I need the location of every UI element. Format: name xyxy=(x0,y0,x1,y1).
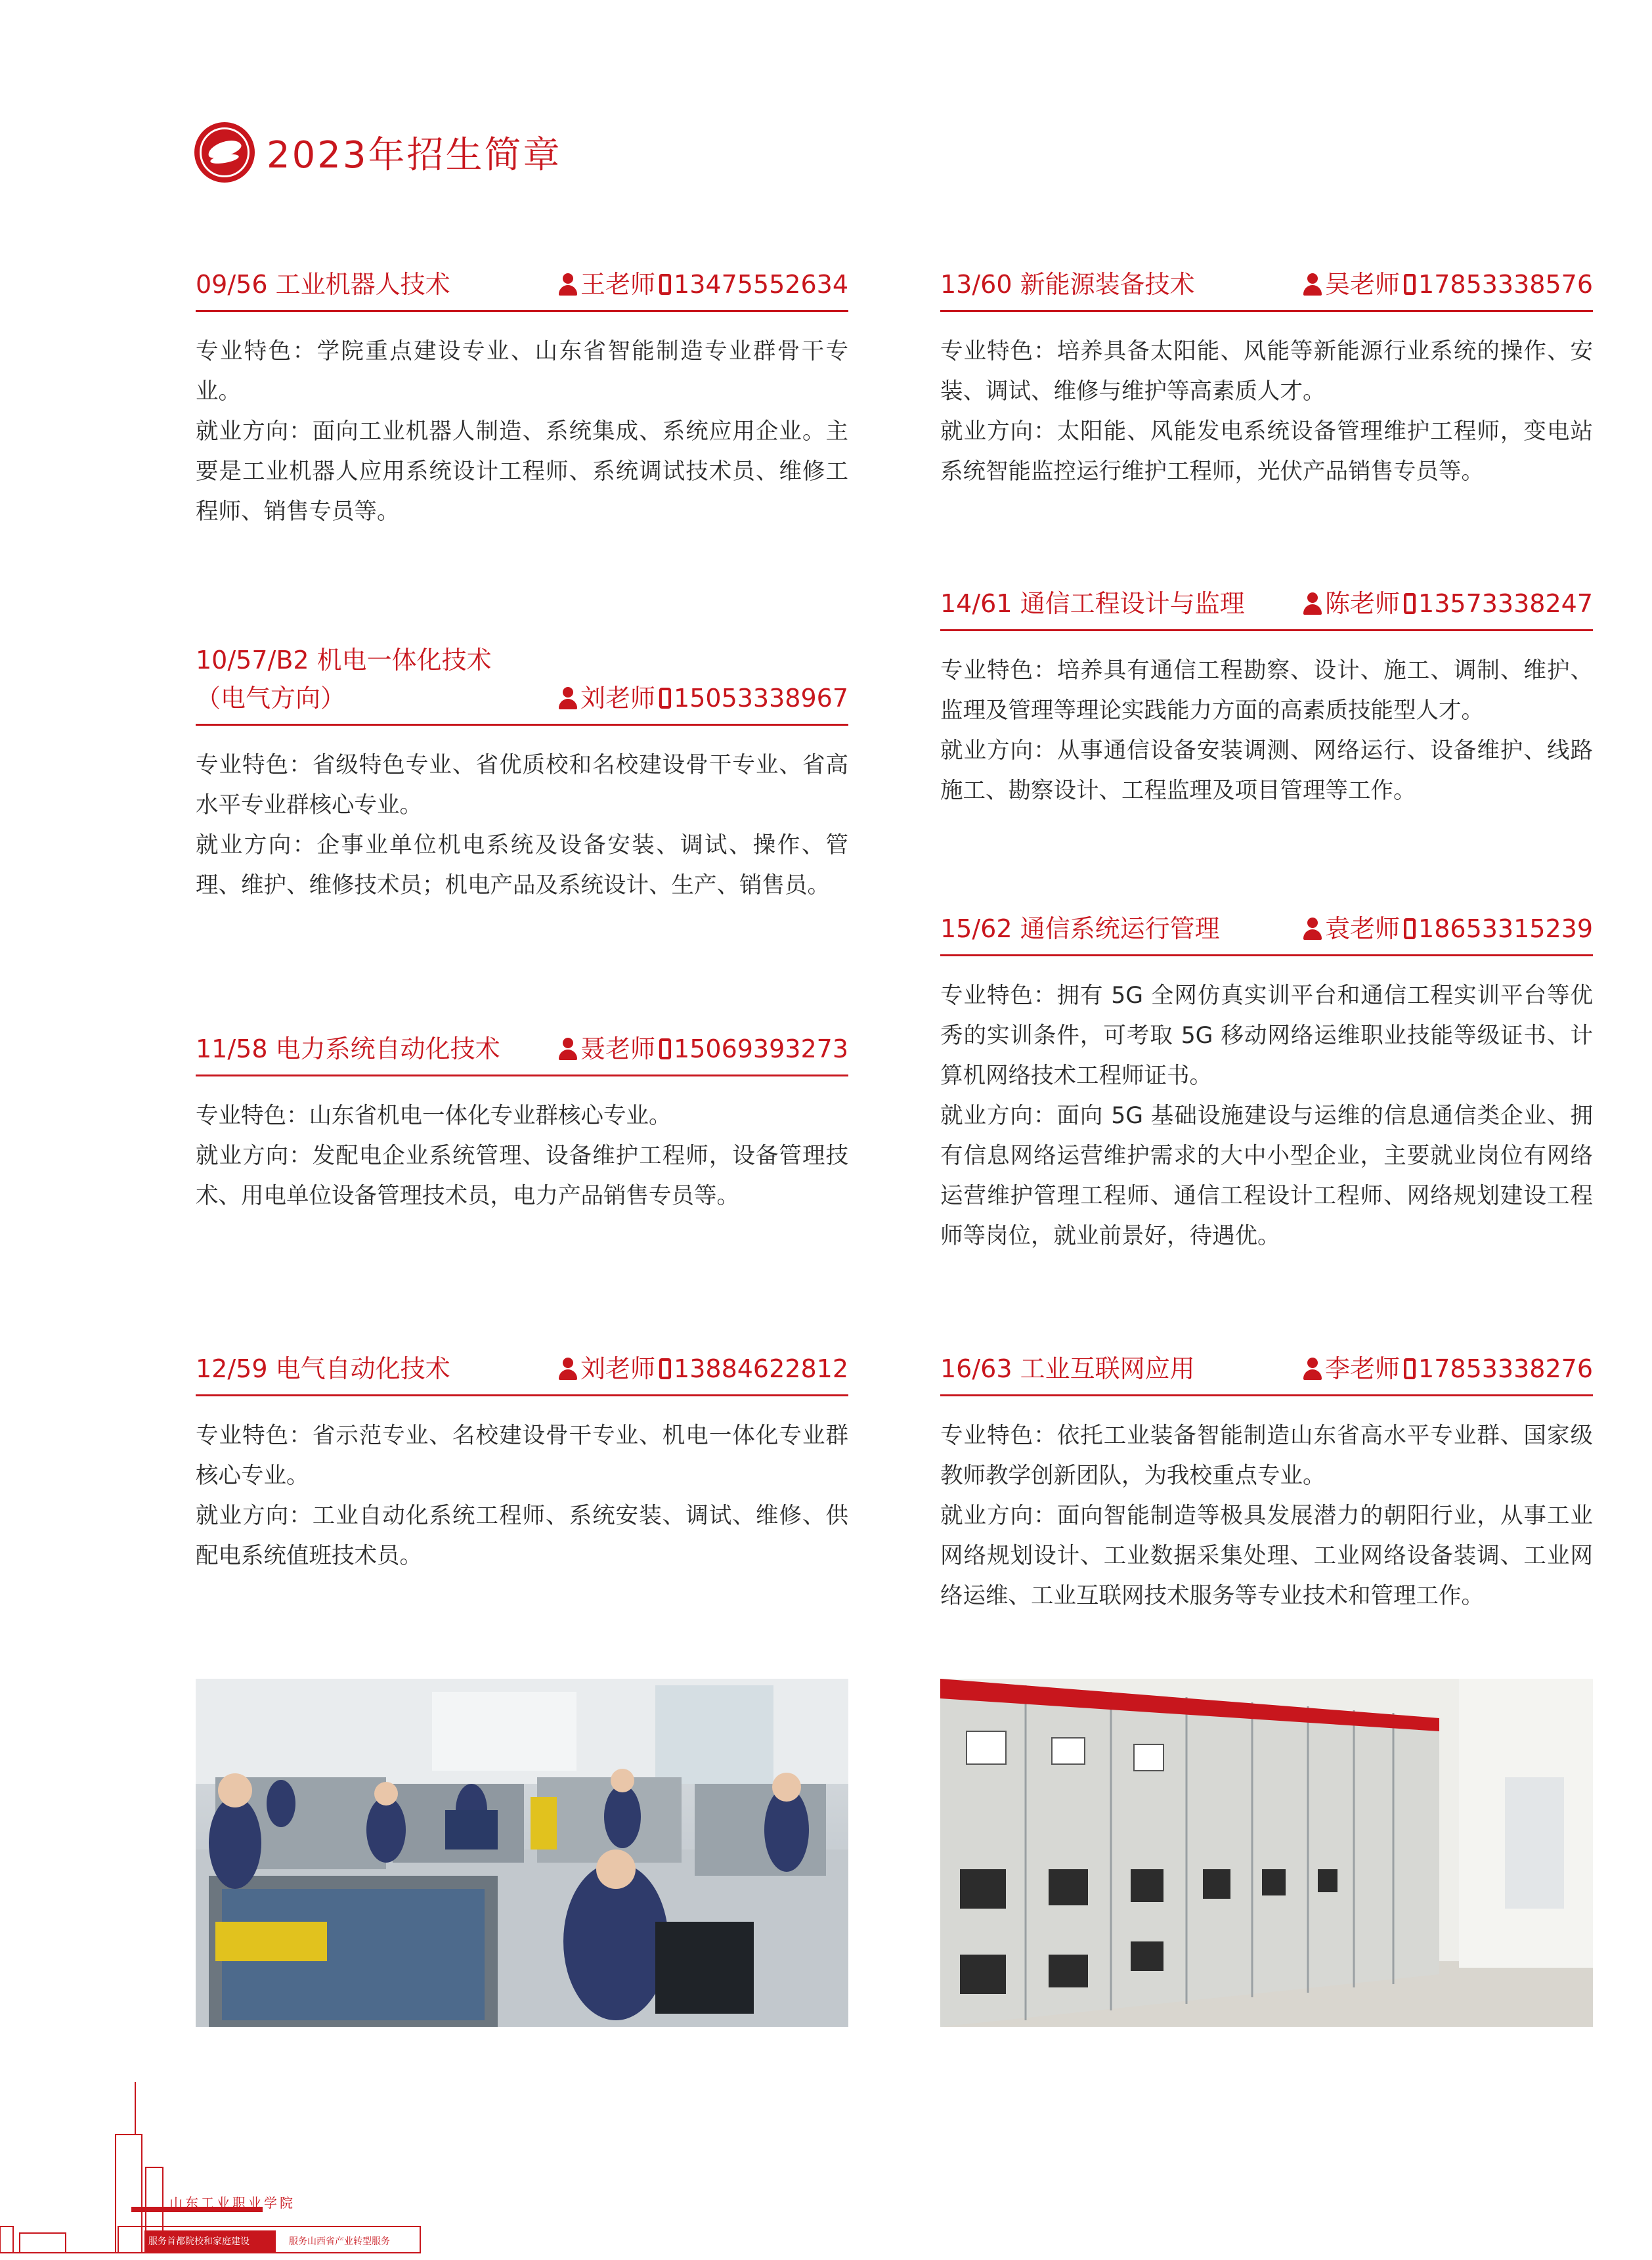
switchgear-illustration xyxy=(940,1679,1593,2027)
feature-label: 专业特色： xyxy=(196,752,313,778)
school-building-line-art xyxy=(0,2069,460,2257)
feature-text: 依托工业装备智能制造山东省高水平专业群、国家级教师教学创新团队，为我校重点专业。 xyxy=(940,1423,1593,1489)
teacher-name: 吴老师 xyxy=(1325,270,1401,299)
phone-number[interactable]: 17853338576 xyxy=(1418,270,1593,299)
career-text: 工业自动化系统工程师、系统安装、调试、维修、供配电系统值班技术员。 xyxy=(196,1503,848,1569)
page-title: 2023年招生简章 xyxy=(267,134,562,177)
major-title: 10/57/B2 机电一体化技术 xyxy=(196,646,492,675)
major-header xyxy=(196,265,848,303)
major-header xyxy=(196,1030,848,1068)
major-description xyxy=(940,976,1593,1256)
contact xyxy=(558,1030,848,1068)
feature-text: 省示范专业、名校建设骨干专业、机电一体化专业群核心专业。 xyxy=(196,1423,848,1489)
major-description xyxy=(196,745,848,906)
major-description xyxy=(196,1416,848,1576)
major-title: 15/62 通信系统运行管理 xyxy=(940,914,1220,943)
phone-icon xyxy=(659,1038,671,1059)
teacher-icon xyxy=(558,686,578,711)
phone-number[interactable]: 15069393273 xyxy=(674,1034,848,1063)
feature-label: 专业特色： xyxy=(940,657,1057,684)
divider xyxy=(196,1075,848,1076)
footer-building-decoration xyxy=(0,2069,460,2257)
phone-number[interactable]: 17853338276 xyxy=(1418,1354,1593,1383)
career-text: 发配电企业系统管理、设备维护工程师，设备管理技术、用电单位设备管理技术员，电力产品销售专员等。 xyxy=(196,1143,848,1209)
career-label: 就业方向： xyxy=(196,1503,313,1529)
phone-number[interactable]: 13884622812 xyxy=(674,1354,848,1383)
footer-slogan-right: 服务山西省产业转型服务 xyxy=(289,2236,390,2247)
major-title: 13/60 新能源装备技术 xyxy=(940,270,1195,299)
workshop-photo xyxy=(196,1679,848,2027)
career-label: 就业方向： xyxy=(940,1503,1057,1529)
divider xyxy=(196,1394,848,1396)
footer-slogan-left: 服务首都院校和家庭建设 xyxy=(148,2236,250,2247)
major-subtitle: （电气方向） xyxy=(196,684,346,713)
teacher-icon xyxy=(1303,591,1322,616)
feature-text: 拥有 5G 全网仿真实训平台和通信工程实训平台等优秀的实训条件，可考取 5G 移动网络运维职业技能等级证书、计算机网络技术工程师证书。 xyxy=(940,983,1593,1089)
phone-number[interactable]: 18653315239 xyxy=(1418,914,1593,943)
teacher-name: 刘老师 xyxy=(580,1354,656,1383)
feature-text: 培养具有通信工程勘察、设计、施工、调制、维护、监理及管理等理论实践能力方面的高素质技能型人才。 xyxy=(940,657,1593,724)
school-logo-icon xyxy=(194,122,255,183)
major-title: 12/59 电气自动化技术 xyxy=(196,1354,450,1383)
major-header xyxy=(940,910,1593,948)
career-label: 就业方向： xyxy=(940,1103,1057,1129)
career-label: 就业方向： xyxy=(940,418,1057,445)
major-description xyxy=(940,651,1593,811)
career-label: 就业方向： xyxy=(196,418,313,445)
switchgear-photo xyxy=(940,1679,1593,2027)
major-section xyxy=(196,641,848,906)
divider xyxy=(940,1394,1593,1396)
major-section xyxy=(196,1350,848,1576)
footer-school-name: 山东工业职业学院 xyxy=(169,2195,295,2211)
career-label: 就业方向： xyxy=(196,832,317,858)
teacher-icon xyxy=(558,272,578,297)
teacher-icon xyxy=(558,1356,578,1381)
career-text: 太阳能、风能发电系统设备管理维护工程师，变电站系统智能监控运行维护工程师，光伏产品销售专员等。 xyxy=(940,418,1593,485)
major-header xyxy=(196,641,848,717)
teacher-icon xyxy=(1303,1356,1322,1381)
contact xyxy=(558,1350,848,1388)
major-title: 14/61 通信工程设计与监理 xyxy=(940,589,1245,618)
teacher-name: 刘老师 xyxy=(580,684,656,713)
divider xyxy=(940,629,1593,631)
feature-text: 省级特色专业、省优质校和名校建设骨干专业、省高水平专业群核心专业。 xyxy=(196,752,848,818)
teacher-name: 陈老师 xyxy=(1325,589,1401,618)
teacher-icon xyxy=(558,1036,578,1061)
feature-text: 山东省机电一体化专业群核心专业。 xyxy=(309,1103,672,1129)
phone-icon xyxy=(659,688,671,709)
career-text: 面向智能制造等极具发展潜力的朝阳行业，从事工业网络规划设计、工业数据采集处理、工业网络设备装调、工业网络运维、工业互联网技术服务等专业技术和管理工作。 xyxy=(940,1503,1593,1609)
major-description xyxy=(196,1096,848,1216)
major-description xyxy=(196,332,848,532)
major-section xyxy=(940,910,1593,1256)
phone-number[interactable]: 15053338967 xyxy=(674,684,848,713)
contact xyxy=(1303,910,1593,948)
teacher-icon xyxy=(1303,272,1322,297)
major-section xyxy=(940,585,1593,811)
contact xyxy=(1303,265,1593,303)
major-header xyxy=(196,1350,848,1388)
career-label: 就业方向： xyxy=(196,1143,313,1169)
feature-label: 专业特色： xyxy=(940,983,1057,1009)
teacher-name: 袁老师 xyxy=(1325,914,1401,943)
major-title: 16/63 工业互联网应用 xyxy=(940,1354,1195,1383)
major-title: 09/56 工业机器人技术 xyxy=(196,270,450,299)
contact xyxy=(1303,585,1593,623)
workshop-illustration xyxy=(196,1679,848,2027)
major-section xyxy=(940,265,1593,492)
major-header xyxy=(940,265,1593,303)
feature-label: 专业特色： xyxy=(196,338,317,365)
divider xyxy=(196,310,848,312)
teacher-name: 李老师 xyxy=(1325,1354,1401,1383)
major-description xyxy=(940,332,1593,492)
major-section xyxy=(196,1030,848,1216)
phone-icon xyxy=(659,1358,671,1379)
feature-text: 学院重点建设专业、山东省智能制造专业群骨干专业。 xyxy=(196,338,849,405)
major-title: 11/58 电力系统自动化技术 xyxy=(196,1034,500,1063)
phone-icon xyxy=(1404,1358,1416,1379)
divider xyxy=(196,724,848,726)
feature-label: 专业特色： xyxy=(196,1423,313,1449)
feature-label: 专业特色： xyxy=(940,1423,1057,1449)
major-section xyxy=(196,265,848,532)
phone-icon xyxy=(659,274,671,295)
teacher-name: 聂老师 xyxy=(580,1034,656,1063)
teacher-icon xyxy=(1303,916,1322,941)
contact xyxy=(558,265,848,303)
divider xyxy=(940,954,1593,956)
major-description xyxy=(940,1416,1593,1616)
page-header xyxy=(194,122,562,183)
feature-text: 培养具备太阳能、风能等新能源行业系统的操作、安装、调试、维修与维护等高素质人才。 xyxy=(940,338,1593,405)
teacher-name: 王老师 xyxy=(580,270,656,299)
phone-number[interactable]: 13573338247 xyxy=(1418,589,1593,618)
major-header xyxy=(940,1350,1593,1388)
phone-icon xyxy=(1404,274,1416,295)
career-label: 就业方向： xyxy=(940,738,1057,764)
career-text: 面向工业机器人制造、系统集成、系统应用企业。主要是工业机器人应用系统设计工程师、系统调试技术员、维修工程师、销售专员等。 xyxy=(196,418,848,525)
major-header xyxy=(940,585,1593,623)
divider xyxy=(940,310,1593,312)
feature-label: 专业特色： xyxy=(940,338,1057,365)
career-text: 面向 5G 基础设施建设与运维的信息通信类企业、拥有信息网络运营维护需求的大中小型企业，主要就业岗位有网络运营维护管理工程师、通信工程设计工程师、网络规划建设工程师等岗位，就业前景好，待遇优。 xyxy=(940,1103,1593,1249)
career-text: 从事通信设备安装调测、网络运行、设备维护、线路施工、勘察设计、工程监理及项目管理等工作。 xyxy=(940,738,1593,804)
feature-label: 专业特色： xyxy=(196,1103,309,1129)
phone-icon xyxy=(1404,918,1416,939)
phone-icon xyxy=(1404,593,1416,614)
contact xyxy=(558,679,848,717)
major-section xyxy=(940,1350,1593,1616)
phone-number[interactable]: 13475552634 xyxy=(674,270,848,299)
career-text: 企事业单位机电系统及设备安装、调试、操作、管理、维护、维修技术员；机电产品及系统设计、生产、销售员。 xyxy=(196,832,849,898)
contact xyxy=(1303,1350,1593,1388)
